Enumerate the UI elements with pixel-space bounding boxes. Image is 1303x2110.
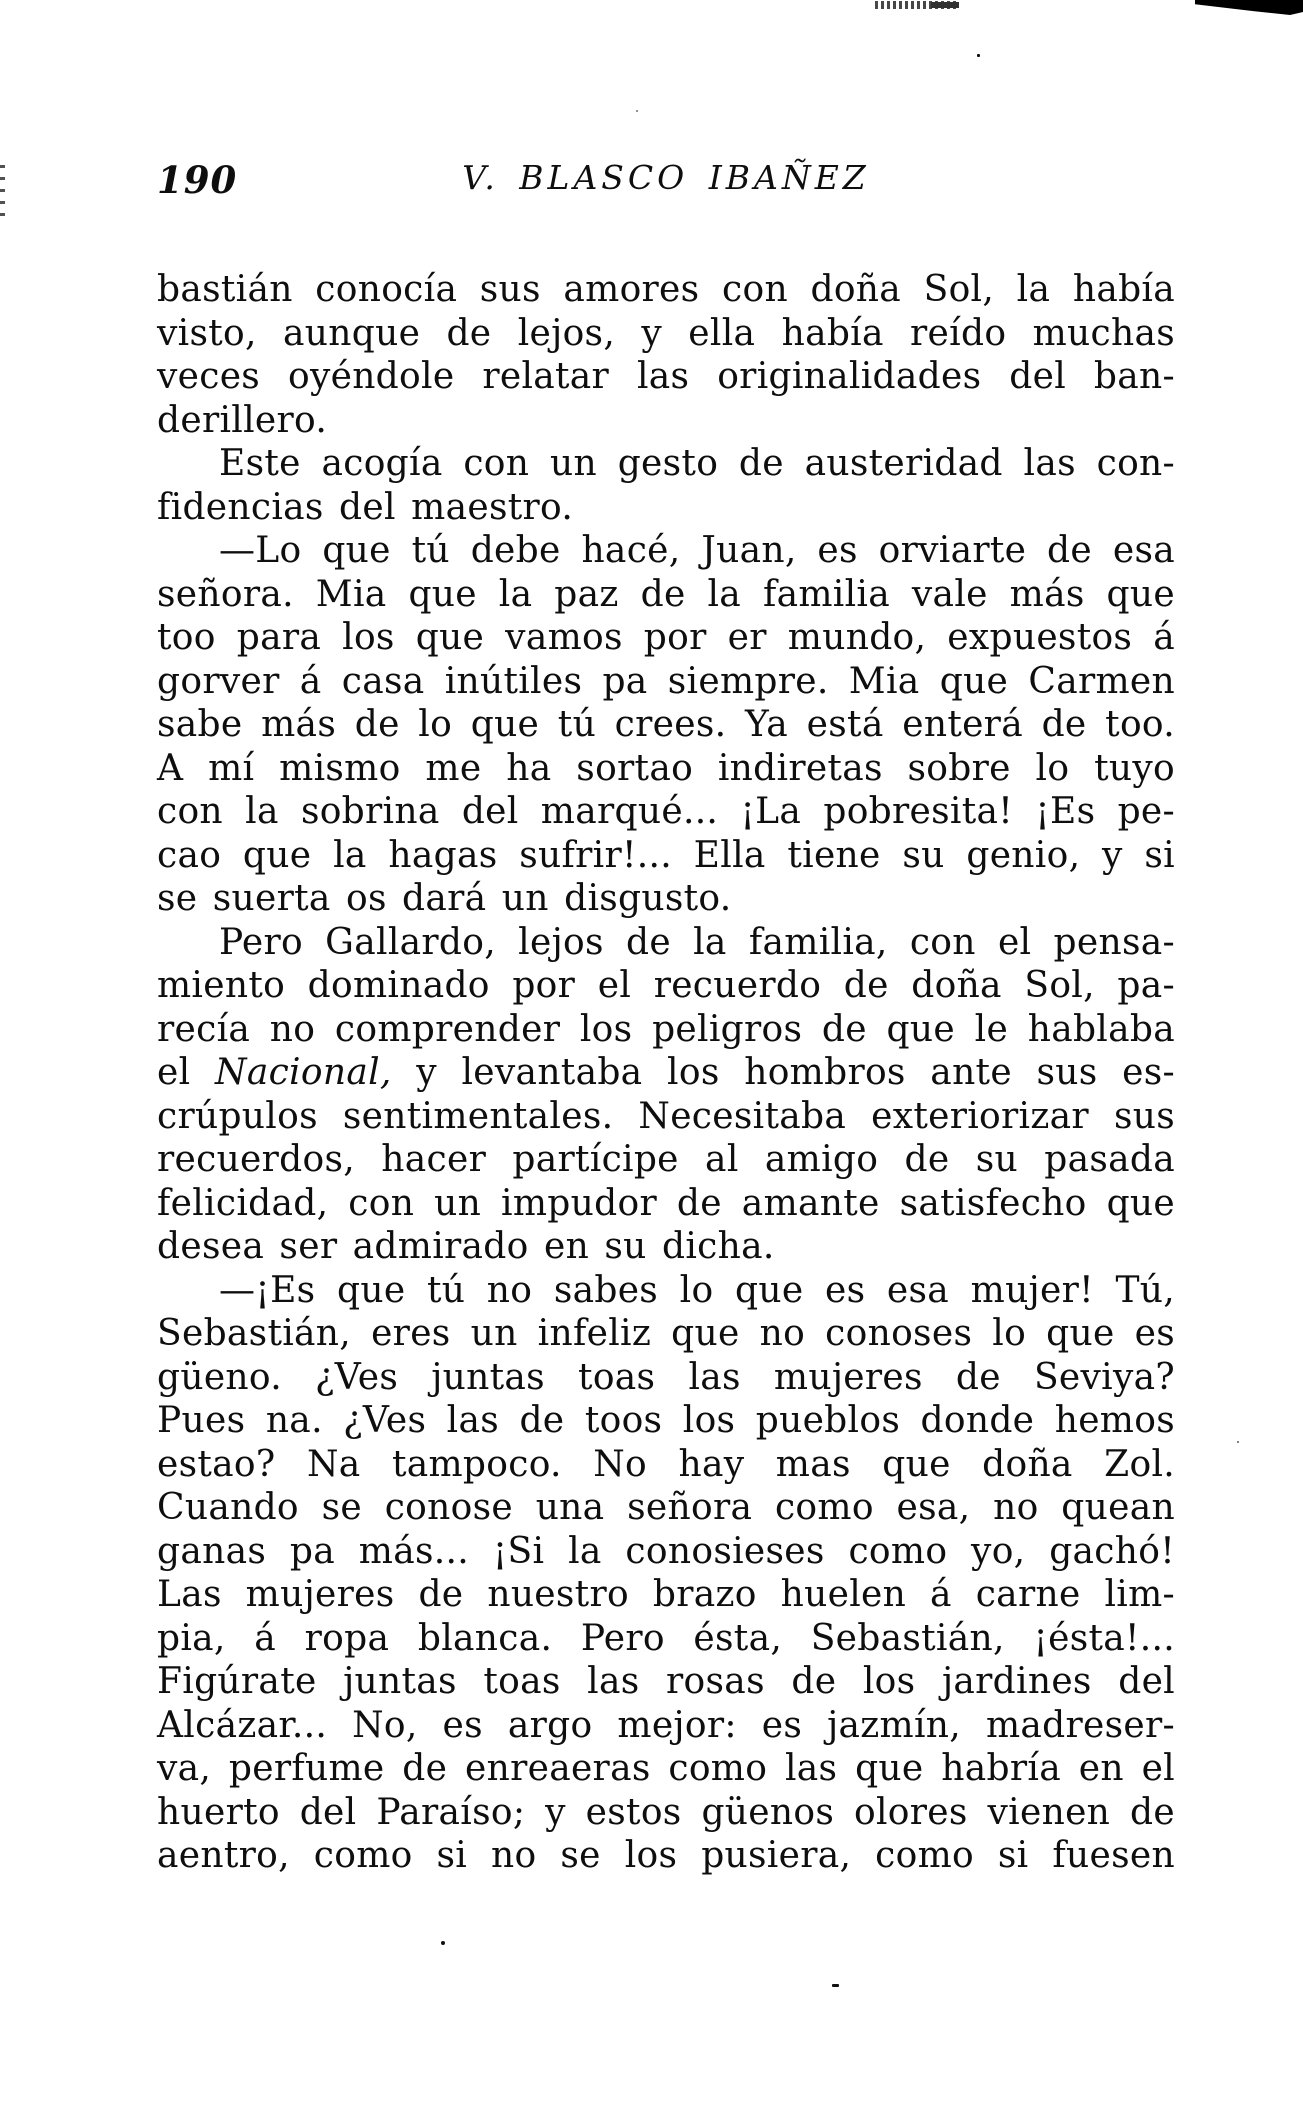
text-line: Pues na. ¿Ves las de toos los pueblos donde hemos [157, 1400, 1175, 1441]
text-line: estao? Na tampoco. No hay mas que doña Zol. [157, 1443, 1175, 1485]
text-line: pia, á ropa blanca. Pero ésta, Sebastián, ¡ésta!... [157, 1617, 1175, 1659]
scan-speck [636, 110, 638, 112]
text-line: miento dominado por el recuerdo de doña Sol, pa- [157, 965, 1175, 1006]
text-line: sabe más de lo que tú crees. Ya está enterá de too. [157, 704, 1175, 745]
text-line: desea ser admirado en su dicha. [157, 1226, 775, 1267]
text-line: Alcázar... No, es argo mejor: es jazmín, madreser- [157, 1704, 1175, 1746]
text-line: Este acogía con un gesto de austeridad las con- [219, 443, 1175, 484]
text-line: ganas pa más... ¡Si la conosieses como yo, gachó! [157, 1530, 1175, 1572]
text-line: cao que la hagas sufrir!... Ella tiene su genio, y si [157, 834, 1175, 876]
text-line: fidencias del maestro. [157, 486, 574, 528]
text-line: crúpulos sentimentales. Necesitaba exteriorizar sus [157, 1095, 1175, 1137]
running-header [157, 156, 1175, 200]
text-line: derillero. [157, 399, 328, 441]
text-line: va, perfume de enreaeras como las que habría en el [157, 1748, 1175, 1789]
body-text [157, 268, 1175, 1878]
page-tear-top-right [1195, 0, 1303, 15]
text-line: se suerta os dará un disgusto. [157, 878, 732, 919]
text-line: señora. Mia que la paz de la familia vale más que [157, 573, 1175, 615]
text-line: —Lo que tú debe hacé, Juan, es orviarte de esa [219, 530, 1175, 571]
text-line: Figúrate juntas toas las rosas de los jardines del [157, 1661, 1175, 1702]
text-line: recuerdos, hacer partícipe al amigo de su pasada [157, 1139, 1175, 1180]
text-line: veces oyéndole relatar las originalidades del ban- [157, 356, 1175, 397]
scan-edge-marks [0, 165, 5, 221]
text-line: Pero Gallardo, lejos de la familia, con el pensa- [219, 921, 1175, 963]
text-line: Cuando se conose una señora como esa, no quean [157, 1487, 1175, 1528]
text-line: visto, aunque de lejos, y ella había reído muchas [157, 312, 1175, 354]
running-title: V. BLASCO IBAÑEZ [462, 158, 870, 197]
text-line: felicidad, con un impudor de amante satisfecho que [157, 1182, 1175, 1224]
text-line: Sebastián, eres un infeliz que no conoses lo que es [157, 1313, 1175, 1354]
scan-speck [832, 1984, 839, 1987]
text-line: too para los que vamos por er mundo, expuestos á [157, 617, 1175, 658]
page-number: 190 [157, 158, 238, 202]
text-line: con la sobrina del marqué... ¡La pobresita! ¡Es pe- [157, 791, 1175, 832]
text-line: güeno. ¿Ves juntas toas las mujeres de Seviya? [157, 1356, 1175, 1398]
scan-smudge-artifact [875, 1, 959, 9]
text-line: A mí mismo me ha sortao indiretas sobre lo tuyo [157, 747, 1175, 789]
text-line: aentro, como si no se los pusiera, como si fuesen [157, 1835, 1175, 1876]
text-line: el Nacional, y levantaba los hombros ante sus es- [157, 1052, 1176, 1093]
text-line: huerto del Paraíso; y estos güenos olores vienen de [157, 1791, 1175, 1833]
scan-speck [441, 1941, 445, 1945]
scan-speck [977, 54, 980, 57]
text-line: recía no comprender los peligros de que le hablaba [157, 1008, 1175, 1050]
scan-speck [1237, 1441, 1239, 1443]
text-line: —¡Es que tú no sabes lo que es esa mujer! Tú, [219, 1269, 1175, 1311]
text-line: gorver á casa inútiles pa siempre. Mia que Carmen [157, 660, 1175, 702]
text-line: Las mujeres de nuestro brazo huelen á carne lim- [157, 1574, 1175, 1615]
text-line: bastián conocía sus amores con doña Sol, la había [157, 269, 1175, 310]
